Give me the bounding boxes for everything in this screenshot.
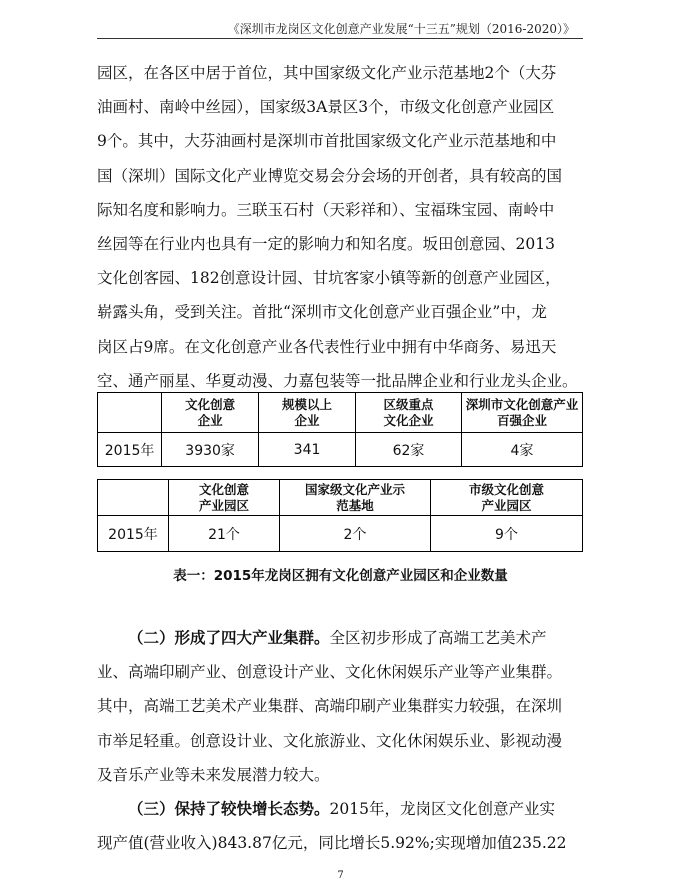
paragraph-1	[97, 56, 585, 398]
table-header: 深圳市文化创意产业百强企业	[462, 393, 583, 433]
table-header: 国家级文化产业示范基地	[280, 480, 431, 516]
enterprise-table	[97, 392, 583, 467]
table-cell: 2015年	[98, 516, 169, 552]
text-line: 市举足轻重。创意设计业、文化旅游业、文化休闲娱乐业、影视动漫	[97, 731, 563, 750]
table-cell: 21个	[169, 516, 280, 552]
text-line: 园区，在各区中居于首位，其中国家级文化产业示范基地2个（大芬	[97, 64, 557, 82]
text-line: 际知名度和影响力。三联玉石村（天彩祥和）、宝福珠宝园、南岭中	[97, 200, 555, 219]
table-cell: 341	[259, 433, 356, 467]
page-number: 7	[337, 870, 344, 881]
text-line: 岗区占9席。在文化创意产业各代表性行业中拥有中华商务、易迅天	[97, 337, 557, 356]
text-line: 2015年，龙岗区文化创意产业实	[329, 800, 555, 819]
table-cell: 4家	[462, 433, 583, 467]
table-header: 区级重点文化企业	[355, 393, 461, 433]
table-caption: 表一：2015年龙岗区拥有文化创意产业园区和企业数量	[173, 568, 508, 584]
text-line: 全区初步形成了高端工艺美术产	[329, 629, 547, 647]
section-heading: （二）形成了四大产业集群。	[128, 629, 330, 647]
table-header-empty	[98, 480, 169, 516]
table-cell: 62家	[355, 433, 461, 467]
table-cell: 9个	[431, 516, 583, 552]
text-line: 文化创客园、182创意设计园、甘坑客家小镇等新的创意产业园区，	[97, 269, 561, 288]
text-line: 业、高端印刷产业、创意设计产业、文化休闲娱乐产业等产业集群。	[97, 663, 563, 682]
text-line: 国（深圳）国际文化产业博览交易会分会场的开创者，具有较高的国	[97, 166, 563, 185]
text-line: 9个。其中，大芬油画村是深圳市首批国家级文化产业示范基地和中	[97, 132, 557, 151]
table-header-empty	[98, 393, 162, 433]
document-body	[97, 56, 585, 398]
text-line: 丝园等在行业内也具有一定的影响力和知名度。坂田创意园、2013	[97, 235, 555, 254]
header-title: 《深圳市龙岗区文化创意产业发展“十三五”规划（2016-2020）》	[227, 22, 575, 36]
section-2	[97, 621, 585, 860]
table-header: 市级文化创意产业园区	[431, 480, 583, 516]
text-line: 现产值(营业收入)843.87亿元，同比增长5.92%;实现增加值235.22	[97, 834, 567, 853]
table-cell: 3930家	[162, 433, 259, 467]
section-first-line	[97, 621, 585, 655]
table-header: 规模以上企业	[259, 393, 356, 433]
table-row	[98, 516, 583, 552]
section-heading: （三）保持了较快增长态势。	[128, 800, 330, 819]
text-line: 及音乐产业等未来发展潜力较大。	[97, 765, 330, 784]
text-line: 空、通产丽星、华夏动漫、力嘉包装等一批品牌企业和行业龙头企业。	[97, 371, 578, 390]
section-first-line	[97, 792, 585, 826]
table-cell: 2015年	[98, 433, 162, 467]
text-line: 其中，高端工艺美术产业集群、高端印刷产业集群实力较强，在深圳	[97, 697, 563, 716]
table-header: 文化创意企业	[162, 393, 259, 433]
page-header	[97, 14, 583, 39]
text-line: 油画村、南岭中丝园），国家级3A景区3个，市级文化创意产业园区	[97, 98, 555, 117]
table-cell: 2个	[280, 516, 431, 552]
table-header: 文化创意产业园区	[169, 480, 280, 516]
table-row	[98, 433, 583, 467]
park-table	[97, 479, 583, 552]
text-line: 崭露头角，受到关注。首批“深圳市文化创意产业百强企业”中，龙	[97, 303, 547, 322]
